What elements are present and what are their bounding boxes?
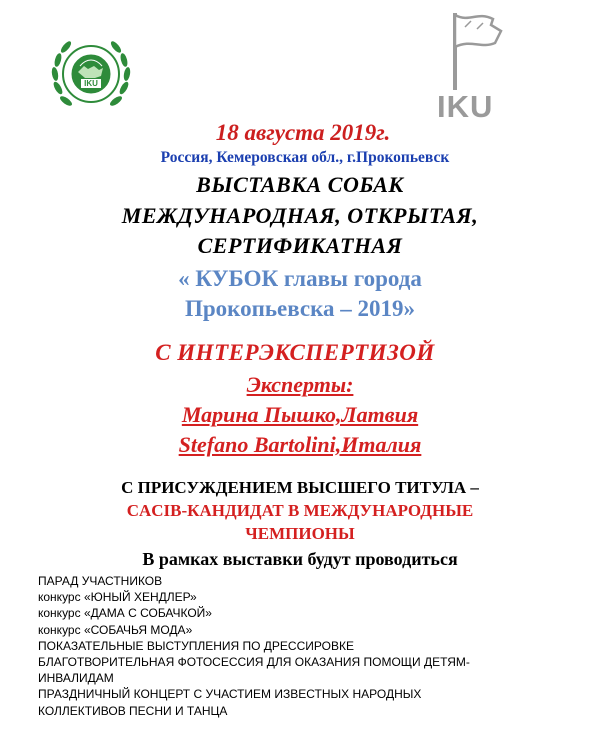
list-item: БЛАГОТВОРИТЕЛЬНАЯ ФОТОСЕССИЯ ДЛЯ ОКАЗАНИЯ ПОМОЩИ ДЕТЯМ- bbox=[38, 655, 470, 670]
award-line-1: С ПРИСУЖДЕНИЕМ ВЫСШЕГО ТИТУЛА – bbox=[121, 478, 479, 497]
list-item: ПОКАЗАТЕЛЬНЫЕ ВЫСТУПЛЕНИЯ ПО ДРЕССИРОВКЕ bbox=[38, 638, 354, 653]
event-location: Россия, Кемеровская обл., г.Прокопьевск bbox=[160, 149, 450, 166]
expert-2: Stefano Bartolini,Италия bbox=[178, 432, 422, 457]
list-item: ПАРАД УЧАСТНИКОВ bbox=[38, 574, 163, 588]
award-line-2: CACIB-КАНДИДАТ В МЕЖДУНАРОДНЫЕ bbox=[126, 501, 474, 520]
list-item: ПРАЗДНИЧНЫЙ КОНЦЕРТ С УЧАСТИЕМ ИЗВЕСТНЫХ НАРОДНЫХ bbox=[38, 687, 422, 702]
list-item: конкурс «СОБАЧЬЯ МОДА» bbox=[38, 622, 193, 637]
experts-heading: Эксперты: bbox=[246, 372, 354, 397]
list-item: конкурс «ДАМА С СОБАЧКОЙ» bbox=[38, 606, 212, 621]
right-logo-label: IKU bbox=[437, 89, 494, 124]
interexpertise-heading: С ИНТЕРЭКСПЕРТИЗОЙ bbox=[155, 340, 435, 365]
left-logo-label: IKU bbox=[84, 79, 98, 88]
iku-round-logo bbox=[50, 30, 132, 116]
expert-1: Марина Пышко,Латвия bbox=[181, 402, 419, 427]
iku-flag-logo bbox=[425, 5, 535, 124]
program-heading: В рамках выставки будут проводиться bbox=[142, 549, 458, 569]
award-line-3: ЧЕМПИОНЫ bbox=[245, 524, 355, 543]
events-list bbox=[38, 573, 578, 719]
list-item: конкурс «ЮНЫЙ ХЕНДЛЕР» bbox=[38, 590, 197, 605]
title-line-3: СЕРТИФИКАТНАЯ bbox=[197, 233, 403, 258]
event-date: 18 августа 2019г. bbox=[215, 120, 391, 145]
list-item: КОЛЛЕКТИВОВ ПЕСНИ И ТАНЦА bbox=[38, 703, 228, 718]
list-item: ИНВАЛИДАМ bbox=[38, 671, 114, 686]
title-line-2: МЕЖДУНАРОДНАЯ, ОТКРЫТАЯ, bbox=[121, 203, 479, 228]
cup-line-1: « КУБОК главы города bbox=[178, 266, 422, 291]
title-line-1: ВЫСТАВКА СОБАК bbox=[196, 172, 404, 197]
cup-line-2: Прокопьевска – 2019» bbox=[184, 296, 416, 321]
